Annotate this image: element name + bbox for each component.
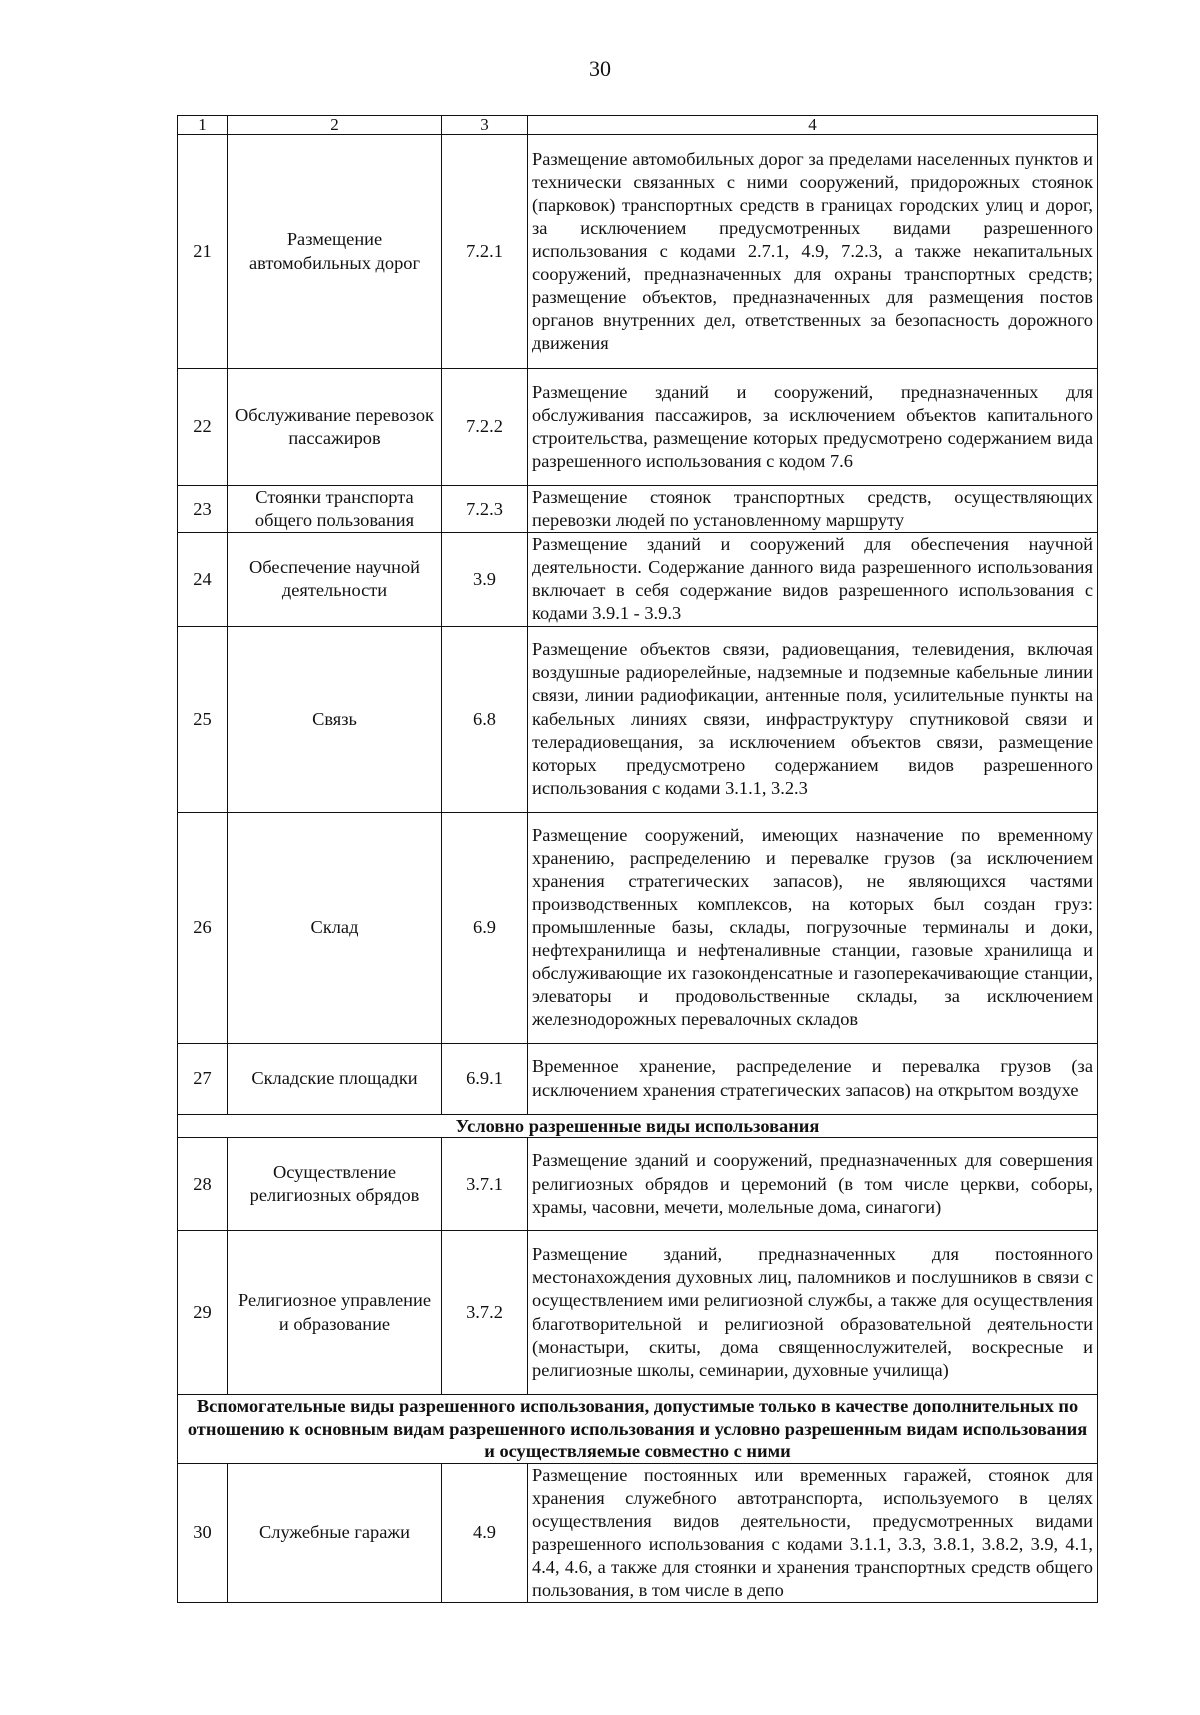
use-type-description: Размещение зданий и сооружений, предназначенных для совершения религиозных обрядов и церемоний (в том числе церкви, соборы, храмы, часовни, мечети, молельные дома, синагоги) bbox=[528, 1138, 1098, 1231]
land-use-table bbox=[177, 115, 1098, 1603]
table-row bbox=[178, 369, 1098, 486]
use-type-description: Размещение постоянных или временных гаражей, стоянок для хранения служебного автотранспорта, используемого в целях осуществления видов деятельности, предусмотренных видами разрешенного использования с кодами 3.1.1, 3.3, 3.8.1, 3.8.2, 3.9, 4.1, 4.4, 4.6, а также для стоянки и хранения транспортных средств общего пользования, в том числе в депо bbox=[528, 1463, 1098, 1603]
use-type-description: Размещение автомобильных дорог за пределами населенных пунктов и технически связанных с ними сооружений, придорожных стоянок (парковок) транспортных средств в границах городских улиц и дорог, за исключением предусмотренных видами разрешенного использования с кодами 2.7.1, 4.9, 7.2.3, а также некапитальных сооружений, предназначенных для охраны транспортных средств; размещение объектов, предназначенных для размещения постов органов внутренних дел, ответственных за безопасность дорожного движения bbox=[528, 135, 1098, 369]
use-type-code: 3.7.1 bbox=[442, 1138, 528, 1231]
row-number: 22 bbox=[178, 369, 228, 486]
use-type-description: Временное хранение, распределение и перевалка грузов (за исключением хранения стратегических запасов) на открытом воздухе bbox=[528, 1043, 1098, 1114]
page-number: 30 bbox=[589, 56, 611, 81]
table-row bbox=[178, 1138, 1098, 1231]
row-number: 25 bbox=[178, 626, 228, 812]
row-number: 24 bbox=[178, 533, 228, 626]
table-row bbox=[178, 1043, 1098, 1114]
use-type-description: Размещение объектов связи, радиовещания, телевидения, включая воздушные радиорелейные, надземные и подземные кабельные линии связи, линии радиофикации, антенные поля, усилительные пункты на кабельных линиях связи, инфраструктуру спутниковой связи и телерадиовещания, за исключением объектов связи, размещение которых предусмотрено содержанием видов разрешенного использования с кодами 3.1.1, 3.2.3 bbox=[528, 626, 1098, 812]
table-row bbox=[178, 486, 1098, 533]
row-number: 28 bbox=[178, 1138, 228, 1231]
table-row bbox=[178, 1463, 1098, 1603]
use-type-code: 7.2.2 bbox=[442, 369, 528, 486]
use-type-description: Размещение стоянок транспортных средств, осуществляющих перевозки людей по установленному маршруту bbox=[528, 486, 1098, 533]
use-type-code: 6.9.1 bbox=[442, 1043, 528, 1114]
column-header-number: 1 bbox=[178, 116, 228, 135]
section-heading-row bbox=[178, 1114, 1098, 1138]
row-number: 21 bbox=[178, 135, 228, 369]
use-type-code: 6.8 bbox=[442, 626, 528, 812]
use-type-code: 7.2.3 bbox=[442, 486, 528, 533]
use-type-name: Стоянки транспорта общего пользования bbox=[228, 486, 442, 533]
use-type-description: Размещение зданий, предназначенных для постоянного местонахождения духовных лиц, паломников и послушников в связи с осуществлением ими религиозной службы, а также для осуществления благотворительной и религиозной образовательной деятельности (монастыри, скиты, дома священнослужителей, воскресные и религиозные школы, семинарии, духовные училища) bbox=[528, 1231, 1098, 1395]
use-type-description: Размещение сооружений, имеющих назначение по временному хранению, распределению и перевалке грузов (за исключением хранения стратегических запасов), не являющихся частями производственных комплексов, на которых был создан груз: промышленные базы, склады, погрузочные терминалы и доки, нефтехранилища и нефтеналивные станции, газовые хранилища и обслуживающие их газоконденсатные и газоперекачивающие станции, элеваторы и продовольственные склады, за исключением железнодорожных перевалочных складов bbox=[528, 812, 1098, 1043]
column-header-code: 3 bbox=[442, 116, 528, 135]
use-type-name: Размещение автомобильных дорог bbox=[228, 135, 442, 369]
row-number: 23 bbox=[178, 486, 228, 533]
use-type-code: 7.2.1 bbox=[442, 135, 528, 369]
table-row bbox=[178, 626, 1098, 812]
row-number: 27 bbox=[178, 1043, 228, 1114]
row-number: 26 bbox=[178, 812, 228, 1043]
section-heading-auxiliary: Вспомогательные виды разрешенного использования, допустимые только в качестве дополнительных по отношению к основным видам разрешенного использования и условно разрешенным видам использования и осуществляемые совместно с ними bbox=[178, 1395, 1098, 1464]
row-number: 30 bbox=[178, 1463, 228, 1603]
use-type-name: Складские площадки bbox=[228, 1043, 442, 1114]
row-number: 29 bbox=[178, 1231, 228, 1395]
table-row bbox=[178, 135, 1098, 369]
use-type-name: Осуществление религиозных обрядов bbox=[228, 1138, 442, 1231]
table-row bbox=[178, 812, 1098, 1043]
use-type-description: Размещение зданий и сооружений для обеспечения научной деятельности. Содержание данного вида разрешенного использования включает в себя содержание видов разрешенного использования с кодами 3.9.1 - 3.9.3 bbox=[528, 533, 1098, 626]
use-type-name: Связь bbox=[228, 626, 442, 812]
use-type-name: Религиозное управление и образование bbox=[228, 1231, 442, 1395]
section-heading-conditional: Условно разрешенные виды использования bbox=[178, 1114, 1098, 1138]
table-row bbox=[178, 533, 1098, 626]
use-type-code: 4.9 bbox=[442, 1463, 528, 1603]
table-row bbox=[178, 1231, 1098, 1395]
table-header-row bbox=[178, 116, 1098, 135]
use-type-code: 6.9 bbox=[442, 812, 528, 1043]
column-header-name: 2 bbox=[228, 116, 442, 135]
use-type-name: Склад bbox=[228, 812, 442, 1043]
use-type-name: Обеспечение научной деятельности bbox=[228, 533, 442, 626]
use-type-name: Служебные гаражи bbox=[228, 1463, 442, 1603]
use-type-code: 3.9 bbox=[442, 533, 528, 626]
section-heading-row bbox=[178, 1395, 1098, 1464]
use-type-code: 3.7.2 bbox=[442, 1231, 528, 1395]
use-type-description: Размещение зданий и сооружений, предназначенных для обслуживания пассажиров, за исключением объектов капитального строительства, размещение которых предусмотрено содержанием вида разрешенного использования с кодом 7.6 bbox=[528, 369, 1098, 486]
column-header-description: 4 bbox=[528, 116, 1098, 135]
use-type-name: Обслуживание перевозок пассажиров bbox=[228, 369, 442, 486]
